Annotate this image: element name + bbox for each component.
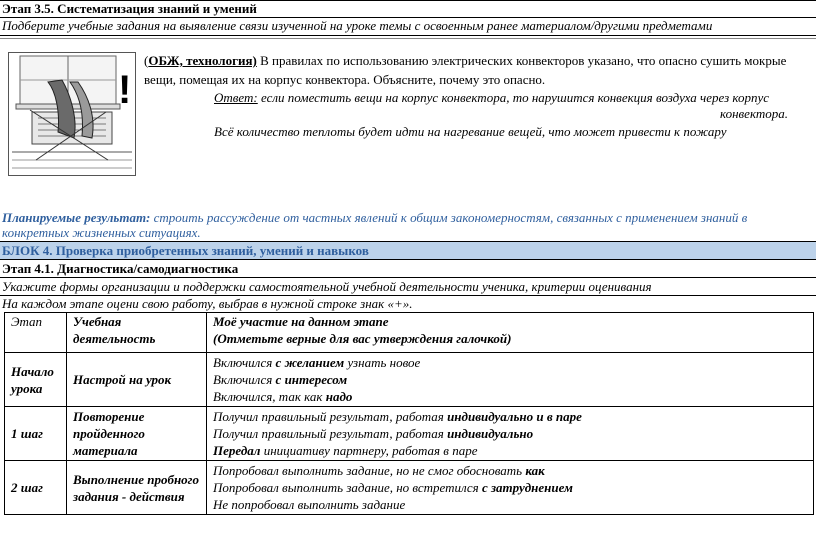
- planned-line1: Планируемые результат: строить рассуждение от частных явлений к общим закономерностям, связанных с применением знаний в: [2, 210, 748, 225]
- option-item[interactable]: Попробовал выполнить задание, но не смог обосновать как: [213, 463, 545, 478]
- row-stage: Начало урока: [5, 353, 67, 407]
- row-options: [207, 461, 814, 515]
- option-item[interactable]: Включился с интересом: [213, 372, 348, 387]
- task-question-line1: (ОБЖ, технология) В правилах по использованию электрических конвекторов указано, что опасно сушить мокрые: [144, 53, 787, 68]
- option-item[interactable]: Передал инициативу партнеру, работая в паре: [213, 443, 478, 458]
- table-row: [5, 461, 814, 515]
- table-row: [5, 407, 814, 461]
- row-activity: Повторение пройденного материала: [67, 407, 207, 461]
- self-assessment-table: [4, 312, 814, 515]
- stage41-title: Этап 4.1. Диагностика/самодиагностика: [2, 261, 239, 276]
- answer-line2: конвектора.: [720, 106, 788, 121]
- row-options: [207, 407, 814, 461]
- stage41-line2: На каждом этапе оцени свою работу, выбрав в нужной строке знак «+».: [2, 296, 413, 311]
- planned-line2: конкретных жизненных ситуациях.: [2, 225, 201, 240]
- block4-title: БЛОК 4. Проверка приобретенных знаний, умений и навыков: [2, 243, 369, 258]
- option-item[interactable]: Получил правильный результат, работая индивидуально и в паре: [213, 409, 582, 424]
- option-item[interactable]: Включился, так как надо: [213, 389, 353, 404]
- header-activity: Учебная деятельность: [67, 313, 207, 353]
- answer-line1: Ответ: если поместить вещи на корпус конвектора, то нарушится конвекция воздуха через корпус: [214, 90, 770, 105]
- table-row: [5, 353, 814, 407]
- row-activity: Настрой на урок: [67, 353, 207, 407]
- warning-icon: !: [118, 68, 132, 112]
- table-header-row: [5, 313, 814, 353]
- option-item[interactable]: Получил правильный результат, работая индивидуально: [213, 426, 534, 441]
- task-question-line2: вещи, помещая их на корпус конвектора. Объясните, почему это опасно.: [144, 72, 546, 87]
- stage41-line1: Укажите формы организации и поддержки самостоятельной учебной деятельности ученика, критерии оценивания: [2, 279, 652, 294]
- option-item[interactable]: Попробовал выполнить задание, но встретился с затруднением: [213, 480, 573, 495]
- planned-label: Планируемые результат:: [2, 210, 151, 225]
- row-stage: 1 шаг: [5, 407, 67, 461]
- answer-label: Ответ:: [214, 90, 258, 105]
- option-item[interactable]: Не попробовал выполнить задание: [213, 497, 406, 512]
- row-stage: 2 шаг: [5, 461, 67, 515]
- answer-line3: Всё количество теплоты будет идти на нагревание вещей, что может привести к пожару: [214, 124, 727, 139]
- header-participation: Моё участие на данном этапе (Отметьте верные для вас утверждения галочкой): [207, 313, 814, 353]
- stage35-title: Этап 3.5. Систематизация знаний и умений: [2, 1, 257, 16]
- task-subject-tag: ОБЖ, технология): [148, 53, 257, 68]
- convector-illustration: [8, 52, 136, 176]
- header-stage: Этап: [5, 313, 67, 353]
- row-options: [207, 353, 814, 407]
- option-item[interactable]: Включился с желанием узнать новое: [213, 355, 421, 370]
- stage35-subtitle: Подберите учебные задания на выявление связи изученной на уроке темы с освоенным ранее материалом/другими предметами: [2, 18, 713, 33]
- row-activity: Выполнение пробного задания - действия: [67, 461, 207, 515]
